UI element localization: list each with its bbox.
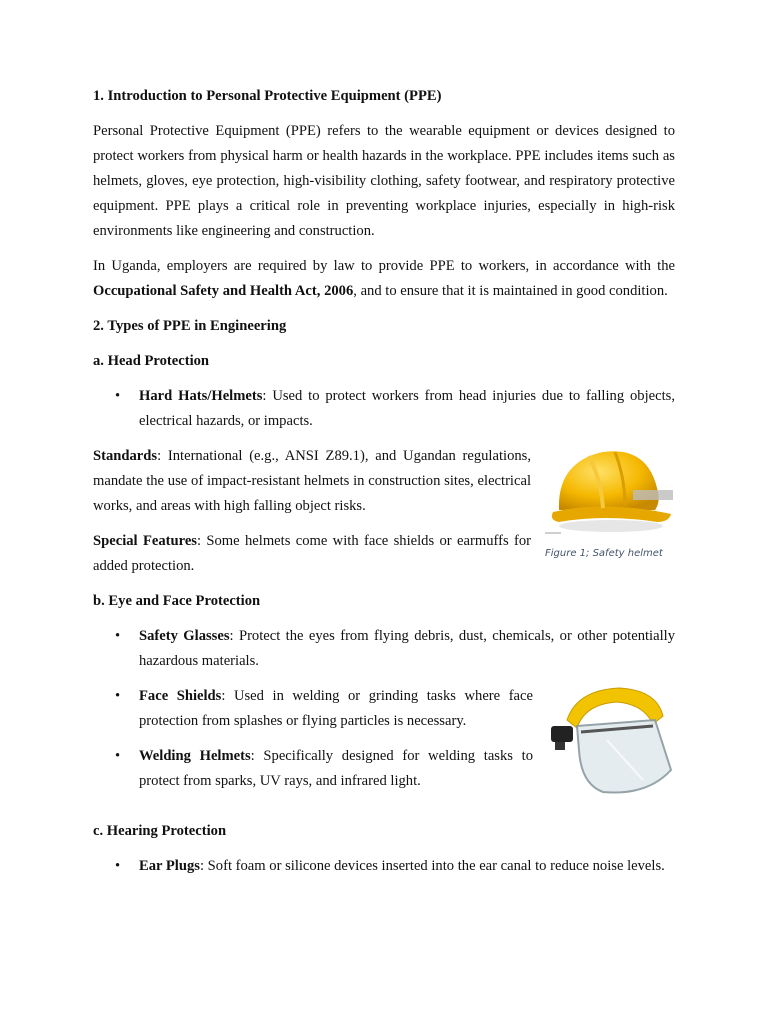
uganda-law-paragraph [93,254,675,304]
bullet-term: Safety Glasses [139,628,230,644]
figure-caption: Figure 1; Safety helmet [545,548,663,559]
hearing-protection-heading: c. Hearing Protection [93,823,227,839]
head-protection-heading: a. Head Protection [93,353,210,369]
bullet-text: : Soft foam or silicone devices inserted into the ear canal to reduce noise levels. [199,858,665,874]
bullet-glyph: • [115,748,121,764]
special-text: : Some helmets come with face shields or earmuffs for added protection. [93,533,531,574]
safety-helmet-icon [545,440,675,536]
law-text-post: , and to ensure that it is maintained in good condition. [353,283,668,299]
list-item-welding-helmets [93,744,675,794]
standards-text: : International (e.g., ANSI Z89.1), and Ugandan regulations, mandate the use of impact-resistant helmets in construction sites, electrical works, and areas with high falling object risks. [93,448,531,514]
bullet-text: : Used in welding or grinding tasks where face protection from splashes or flying particles is necessary. [139,688,533,729]
list-item-safety-glasses [93,624,675,674]
law-name: Occupational Safety and Health Act, 2006 [93,283,354,299]
list-item-hard-hats [93,384,675,434]
document-page [93,84,675,879]
bullet-glyph: • [115,388,121,404]
list-item-ear-plugs [93,854,675,879]
eye-protection-heading: b. Eye and Face Protection [93,593,261,609]
section-1-heading: 1. Introduction to Personal Protective Equipment (PPE) [93,88,442,104]
bullet-glyph: • [115,688,121,704]
bullet-term: Ear Plugs [139,858,200,874]
bullet-text: : Specifically designed for welding tasks to protect from sparks, UV rays, and infrared light. [139,748,533,789]
intro-paragraph: Personal Protective Equipment (PPE) refers to the wearable equipment or devices designed to protect workers from physical harm or health hazards in the workplace. PPE includes items such as helmets, gloves, eye protection, high-visibility clothing, safety footwear, and respiratory protective equipment. PPE plays a critical role in preventing workplace injuries, especially in high-risk environments like engineering and construction. [93,123,675,239]
law-text-pre: In Uganda, employers are required by law to provide PPE to workers, in accordance with the [93,258,675,274]
bullet-text: : Protect the eyes from flying debris, dust, chemicals, or other potentially hazardous materials. [139,628,675,669]
section-2-heading: 2. Types of PPE in Engineering [93,318,287,334]
bullet-term: Face Shields [139,688,222,704]
standards-term: Standards [93,448,158,464]
bullet-term: Hard Hats/Helmets [139,388,263,404]
bullet-text: : Used to protect workers from head injuries due to falling objects, electrical hazards, or impacts. [139,388,675,429]
bullet-glyph: • [115,628,121,644]
special-term: Special Features [93,533,197,549]
bullet-glyph: • [115,858,121,874]
bullet-term: Welding Helmets [139,748,251,764]
list-item-face-shields [93,684,675,734]
helmet-figure [545,440,675,561]
